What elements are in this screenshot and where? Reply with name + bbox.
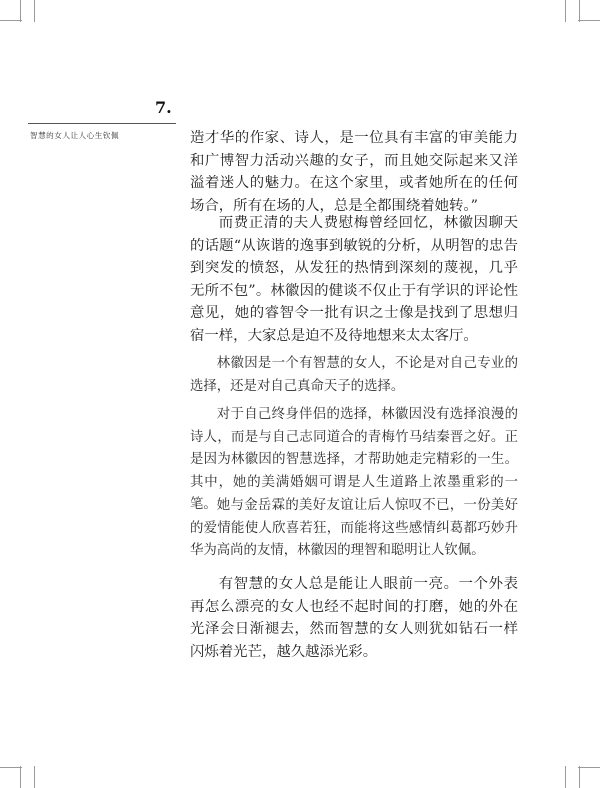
paragraph-2: 而费正清的夫人费慰梅曾经回忆，林徽因聊天的话题“从诙谐的逸事到敏锐的分析，从明智的忠告到突发的愤怒，从发狂的热情到深刻的蔑视，几乎无所不包”。林徽因的健谈不仅止于有学识的评论性意见，她的睿智令一批有识之士像是找到了思想归宿一样，大家总是迫不及待地想来太太客厅。 (190, 215, 518, 344)
paragraph-4: 对于自己终身伴侣的选择，林徽因没有选择浪漫的诗人，而是与自己志同道合的青梅竹马结秦晋之好。正是因为林徽因的智慧选择，才帮助她走完精彩的一生。其中，她的美满婚姻可谓是人生道路上浓墨重彩的一笔。 (190, 407, 518, 512)
crop-mark-bottom-left-inner (34, 766, 35, 788)
header-rule (28, 123, 176, 124)
crop-mark-bottom-right (579, 766, 580, 788)
crop-mark-bottom-right-inner (565, 766, 566, 788)
crop-mark-top-right-inner (565, 0, 566, 22)
paragraph-6: 有智慧的女人总是能让人眼前一亮。一个外表再怎么漂亮的女人也经不起时间的打磨，她的外在光泽会日渐褪去，然而智慧的女人则犹如钻石一样闪烁着光芒，越久越添光彩。 (190, 576, 518, 660)
paragraph-1: 造才华的作家、诗人，是一位具有丰富的审美能力和广博智力活动兴趣的女子，而且她交际起来又洋溢着迷人的魅力。在这个家里，或者她所在的任何场合，所有在场的人，总是全都围绕着她转。” (190, 130, 518, 214)
crop-mark-top-right-h (578, 20, 600, 21)
crop-mark-top-left-h (0, 20, 22, 21)
crop-mark-bottom-left (20, 766, 21, 788)
page-number: 7. (155, 98, 172, 117)
crop-mark-top-left-inner (34, 0, 35, 22)
paragraph-3: 林徽因是一个有智慧的女人，不论是对自己专业的选择，还是对自己真命天子的选择。 (190, 356, 518, 394)
crop-mark-top-right (579, 0, 580, 22)
crop-mark-bottom-right-h (578, 767, 600, 768)
paragraph-5: 她与金岳霖的美好友谊让后人惊叹不已，一份美好的爱情能使人欣喜若狂，而能将这些感情纠葛都巧妙升华为高尚的友情，林徽因的理智和聪明让人钦佩。 (190, 498, 518, 558)
running-head: 智慧的女人让人心生钦佩 (30, 131, 120, 140)
crop-mark-top-left (20, 0, 21, 22)
crop-mark-bottom-left-h (0, 767, 22, 768)
